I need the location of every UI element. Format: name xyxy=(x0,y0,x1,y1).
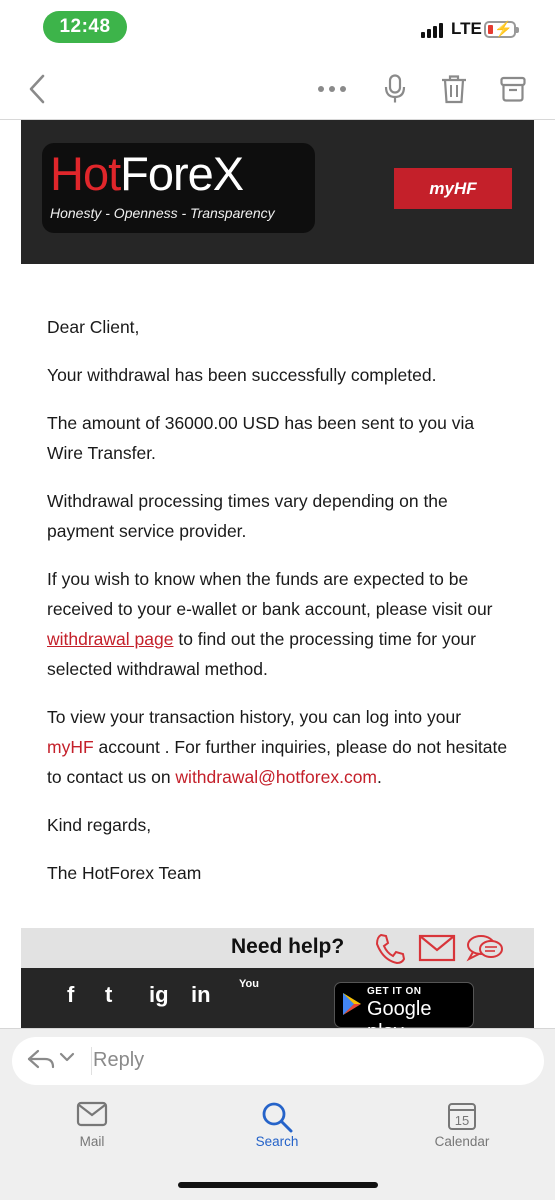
closing: Kind regards, xyxy=(47,815,152,835)
paragraph-funds xyxy=(47,564,508,684)
tab-mail[interactable] xyxy=(42,1101,142,1149)
paragraph-history-period: . xyxy=(377,767,382,787)
home-indicator[interactable] xyxy=(178,1182,378,1188)
tab-calendar-label: Calendar xyxy=(434,1134,490,1149)
paragraph-history-text: To view your transaction history, you can log into your xyxy=(47,707,462,727)
google-play-badge[interactable] xyxy=(334,982,474,1028)
battery-icon: ⚡ xyxy=(484,21,516,38)
more-icon xyxy=(317,85,347,93)
logo-text-x: X xyxy=(212,147,244,200)
youtube-icon[interactable]: You xyxy=(239,978,259,990)
withdrawal-page-link[interactable]: withdrawal page xyxy=(47,629,174,649)
reply-icon[interactable] xyxy=(26,1047,56,1071)
email-body xyxy=(21,264,534,888)
tab-search[interactable] xyxy=(227,1101,327,1149)
email-footer xyxy=(21,968,534,1028)
help-bar xyxy=(21,928,534,968)
signature: The HotForex Team xyxy=(47,863,202,883)
paragraph-funds-text: If you wish to know when the funds are expected to be received to your e-wallet or bank account, please visit our xyxy=(47,569,493,619)
calendar-icon xyxy=(447,1101,477,1131)
paragraph-history xyxy=(47,702,508,792)
dictate-button[interactable] xyxy=(380,58,410,120)
logo-tagline: Honesty - Openness - Transparency xyxy=(50,205,275,221)
paragraph-funds-text-end: to find out the processing time for your selected withdrawal method. xyxy=(47,629,476,679)
chevron-down-icon[interactable] xyxy=(59,1051,75,1063)
archive-button[interactable] xyxy=(497,58,529,120)
hotforex-logo xyxy=(42,143,315,233)
logo-text-hot: Hot xyxy=(50,147,121,200)
store-big-text: Google xyxy=(367,998,432,1020)
reply-field[interactable] xyxy=(12,1037,544,1085)
tab-search-label: Search xyxy=(255,1134,299,1149)
support-email-link[interactable]: withdrawal@hotforex.com xyxy=(175,767,378,787)
mail-toolbar xyxy=(0,58,555,120)
phone-icon[interactable] xyxy=(373,932,407,966)
status-bar xyxy=(0,0,555,56)
back-icon xyxy=(28,74,46,104)
myhf-link[interactable]: myHF xyxy=(47,737,94,757)
need-help-label: Need help? xyxy=(231,935,345,958)
paragraph-completed: Your withdrawal has been successfully completed. xyxy=(47,365,437,385)
play-store-icon xyxy=(341,992,363,1016)
greeting: Dear Client, xyxy=(47,317,140,337)
store-small-text: GET IT ON xyxy=(367,986,422,997)
paragraph-processing: Withdrawal processing times vary depending on the payment service provider. xyxy=(47,491,448,541)
linkedin-icon[interactable]: in xyxy=(191,982,211,1007)
calendar-day: 15 xyxy=(454,1113,470,1128)
mail-icon xyxy=(76,1101,108,1127)
email-header xyxy=(21,120,534,264)
facebook-icon[interactable]: f xyxy=(67,982,75,1007)
network-label: LTE xyxy=(451,19,482,38)
paragraph-history-text-mid: account . For further inquiries, please do not hesitate to contact us on xyxy=(47,737,508,787)
mail-icon[interactable] xyxy=(418,932,456,964)
search-icon xyxy=(261,1101,293,1133)
paragraph-amount: The amount of 36000.00 USD has been sent to you via Wire Transfer. xyxy=(47,413,475,463)
reply-placeholder[interactable]: Reply xyxy=(93,1049,145,1071)
signal-icon xyxy=(421,22,447,38)
twitter-icon[interactable]: t xyxy=(105,982,113,1007)
reply-divider xyxy=(91,1047,92,1075)
trash-icon xyxy=(441,74,467,104)
archive-icon xyxy=(500,76,526,102)
tab-mail-label: Mail xyxy=(79,1134,105,1149)
instagram-icon[interactable]: ig xyxy=(149,982,169,1007)
tab-calendar[interactable] xyxy=(412,1101,512,1149)
trash-button[interactable] xyxy=(438,58,470,120)
myhf-button[interactable]: myHF xyxy=(394,168,512,209)
logo-text-fore: Fore xyxy=(120,147,213,200)
back-button[interactable] xyxy=(22,58,52,120)
email-content xyxy=(21,120,534,1028)
status-time[interactable]: 12:48 xyxy=(43,11,127,43)
more-button[interactable] xyxy=(314,58,350,120)
chat-icon[interactable] xyxy=(465,932,505,964)
microphone-icon xyxy=(384,74,406,104)
bottom-bar xyxy=(0,1028,555,1200)
